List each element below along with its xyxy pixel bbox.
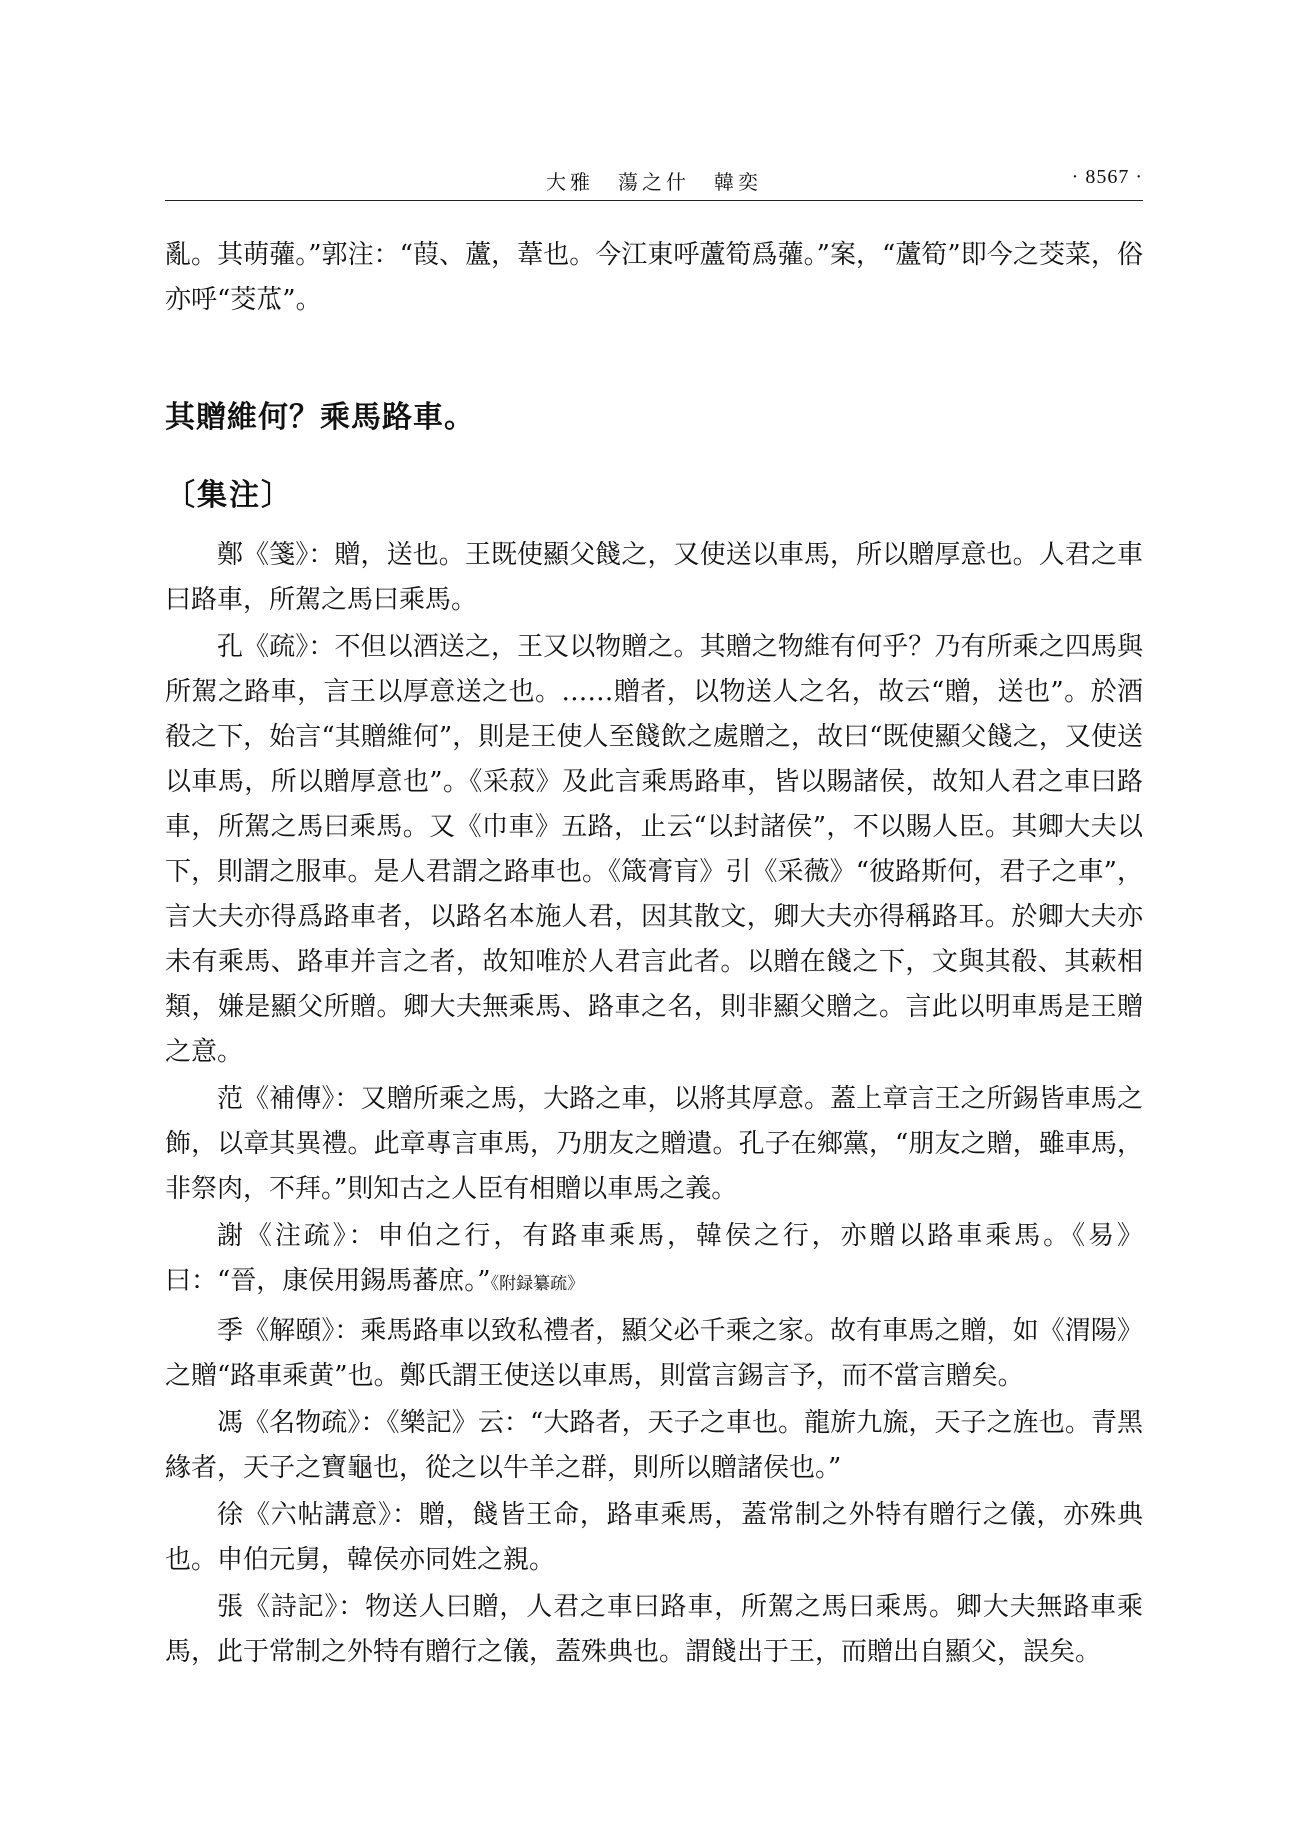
source-citation: 《附録纂疏》 <box>490 1274 585 1294</box>
note-text: 孔《疏》：不但以酒送之，王又以物贈之。其贈之物維有何乎？乃有所乘之四馬與所駕之路車，言王以厚意送之也。……贈者，以物送人之名，故云“贈，送也”。於酒殽之下，始言“其贈維何”，則是王使人至餞飲之處贈之，故曰“既使顯父餞之，又使送以車馬，所以贈厚意也”。《采菽》及此言乘馬路車，皆以賜諸侯，故知人君之車曰路車，所駕之馬曰乘馬。又《巾車》五路，止云“以封諸侯”，不以賜人臣。其卿大夫以下，則謂之服車。是人君謂之路車也。《箴膏肓》引《采薇》“彼路斯何，君子之車”，言大夫亦得爲路車者，以路名本施人君，因其散文，卿大夫亦得稱路耳。於卿大夫亦未有乘馬、路車并言之者，故知唯於人君言此者。以贈在餞之下，文與其殽、其蔌相類，嫌是顯父所贈。卿大夫無乘馬、路車之名，則非顯父贈之。言此以明車馬是王贈之意。 <box>165 632 1143 1067</box>
note-paragraph <box>165 1585 1143 1675</box>
note-paragraph <box>165 1401 1143 1491</box>
note-text: 鄭《箋》：贈，送也。王既使顯父餞之，又使送以車馬，所以贈厚意也。人君之車曰路車，所駕之馬曰乘馬。 <box>165 540 1143 615</box>
note-paragraph <box>165 1214 1143 1307</box>
header-rule <box>165 200 1143 201</box>
verse-line: 其贈維何？乘馬路車。 <box>165 400 475 435</box>
note-text: 馮《名物疏》：《樂記》云：“大路者，天子之車也。龍旂九旒，天子之旌也。青黑緣者，天子之寶龜也，從之以牛羊之群，則所以贈諸侯也。” <box>165 1408 1143 1483</box>
note-text: 季《解頤》：乘馬路車以致私禮者，顯父必千乘之家。故有車馬之贈，如《渭陽》之贈“路車乘黄”也。鄭氏謂王使送以車馬，則當言錫言予，而不當言贈矣。 <box>165 1316 1143 1391</box>
page-number: · 8567 · <box>1071 166 1143 188</box>
note-paragraph <box>165 625 1143 1075</box>
body-text <box>165 233 1143 1677</box>
note-paragraph <box>165 1309 1143 1399</box>
note-paragraph <box>165 1493 1143 1583</box>
note-text: 范《補傳》：又贈所乘之馬，大路之車，以將其厚意。蓋上章言王之所錫皆車馬之飾，以章其異禮。此章專言車馬，乃朋友之贈遺。孔子在鄉黨，“朋友之贈，雖車馬，非祭肉，不拜。”則知古之人臣有相贈以車馬之義。 <box>165 1084 1143 1204</box>
running-head <box>165 160 1143 200</box>
note-paragraph <box>165 1077 1143 1212</box>
note-paragraph <box>165 533 1143 623</box>
note-text: 徐《六帖講意》：贈，餞皆王命，路車乘馬，蓋常制之外特有贈行之儀，亦殊典也。申伯元舅，韓侯亦同姓之親。 <box>165 1500 1143 1575</box>
continuation-paragraph: 亂。其萌虇。”郭注：“葭、蘆，葦也。今江東呼蘆筍爲虇。”案，“蘆筍”即今之茭菜，俗亦呼“茭苽”。 <box>165 240 1143 315</box>
running-title: 大雅 蕩之什 韓奕 <box>546 170 762 194</box>
note-text: 張《詩記》：物送人曰贈，人君之車曰路車，所駕之馬曰乘馬。卿大夫無路車乘馬，此于常制之外特有贈行之儀，蓋殊典也。謂餞出于王，而贈出自顯父，誤矣。 <box>165 1592 1143 1667</box>
section-heading: 〔集注〕 <box>165 478 293 513</box>
note-text: 謝《注疏》：申伯之行，有路車乘馬，韓侯之行，亦贈以路車乘馬。《易》曰：“晉，康侯用錫馬蕃庶。” <box>165 1221 1143 1296</box>
